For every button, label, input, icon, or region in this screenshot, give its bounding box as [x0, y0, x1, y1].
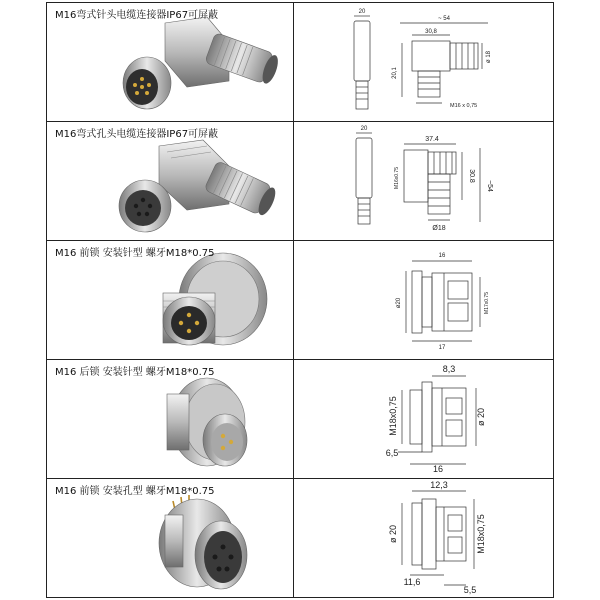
- dim-label: 11,6: [403, 577, 420, 587]
- dim-label: 16: [438, 253, 445, 259]
- photo-cell: [47, 122, 294, 241]
- drawing-cell: [293, 122, 554, 241]
- photo-cell: [47, 479, 294, 598]
- dim-label: 20: [358, 9, 365, 15]
- dim-label: 5,5: [463, 585, 476, 595]
- drawing-cell: [293, 3, 554, 122]
- dim-label: M17x0.75: [483, 292, 490, 314]
- product-label: M16 后锁 安装针型 螺牙M18*0.75: [55, 367, 215, 378]
- dim-label: 30.8: [467, 169, 475, 183]
- dim-label: 20,1: [391, 67, 398, 79]
- drawing-cell: [293, 241, 554, 360]
- technical-drawing: [294, 479, 554, 597]
- dim-label: ø20: [395, 297, 402, 309]
- product-label: M16 前锁 安装孔型 螺牙M18*0.75: [55, 486, 215, 497]
- dim-label: 16: [432, 464, 443, 474]
- dim-label: ø 18: [485, 50, 492, 64]
- product-table: [46, 2, 554, 598]
- dim-label: M18x0,75: [387, 396, 398, 436]
- dim-label: ~ 54: [437, 16, 450, 22]
- dim-label: 12,3: [429, 480, 448, 490]
- dim-label: M16 x 0,75: [449, 103, 477, 109]
- table-row: [47, 122, 554, 241]
- dim-label: ø 20: [387, 524, 398, 544]
- dim-label: M18x0,75: [475, 514, 486, 554]
- technical-drawing: [294, 3, 554, 121]
- dim-label: 20: [360, 126, 367, 132]
- technical-drawing: [294, 241, 554, 359]
- technical-drawing: [294, 360, 554, 478]
- dim-label: ~54: [485, 180, 493, 192]
- dim-label: 30,8: [424, 29, 437, 35]
- table-row: [47, 241, 554, 360]
- drawing-cell: [293, 479, 554, 598]
- photo-cell: [47, 360, 294, 479]
- photo-cell: [47, 241, 294, 360]
- table-row: [47, 479, 554, 598]
- dim-label: 37.4: [424, 136, 439, 143]
- product-label: M16弯式孔头电缆连接器IP67可屏蔽: [55, 129, 219, 140]
- dim-label: ø 20: [475, 407, 486, 427]
- dim-label: Ø18: [431, 225, 446, 232]
- dim-label: M16x0.75: [393, 167, 400, 189]
- table-row: [47, 360, 554, 479]
- drawing-cell: [293, 360, 554, 479]
- technical-drawing: [294, 122, 554, 240]
- product-label: M16 前锁 安装针型 螺牙M18*0.75: [55, 248, 215, 259]
- dim-label: 6,5: [385, 448, 398, 458]
- photo-cell: [47, 3, 294, 122]
- table-row: [47, 3, 554, 122]
- dim-label: 8,3: [442, 364, 455, 374]
- dim-label: 17: [438, 345, 445, 351]
- product-label: M16弯式针头电缆连接器IP67可屏蔽: [55, 10, 219, 21]
